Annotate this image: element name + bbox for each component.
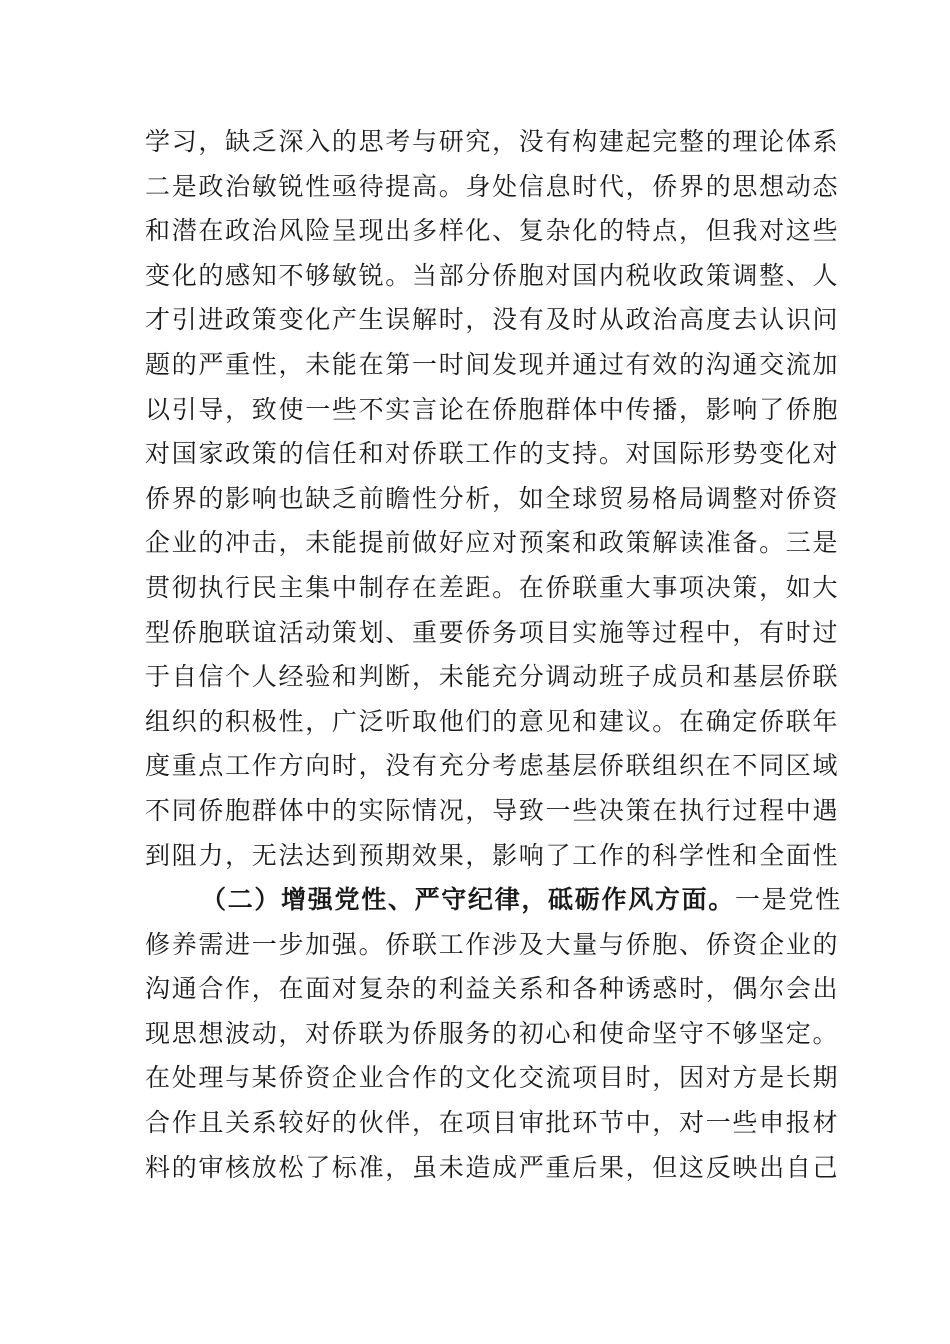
text-line: 才引进政策变化产生误解时，没有及时从政治高度去认识问 [145,305,840,335]
text-line: 变化的感知不够敏锐。当部分侨胞对国内税收政策调整、人 [145,260,840,290]
text-line: 到阻力，无法达到预期效果，影响了工作的科学性和全面性 [145,840,840,870]
section-heading-line [145,878,842,923]
text-line: 组织的积极性，广泛听取他们的意见和建议。在确定侨联年 [145,706,840,736]
text-line: 现思想波动，对侨联为侨服务的初心和使命坚守不够坚定。 [145,1018,840,1048]
text-line: 以引导，致使一些不实言论在侨胞群体中传播，影响了侨胞 [145,394,840,424]
text-line: 型侨胞联谊活动策划、重要侨务项目实施等过程中，有时过 [145,617,840,647]
text-line: 在处理与某侨资企业合作的文化交流项目时，因对方是长期 [145,1063,840,1093]
text-line: 贯彻执行民主集中制存在差距。在侨联重大事项决策，如大 [145,572,840,602]
text-line: 侨界的影响也缺乏前瞻性分析，如全球贸易格局调整对侨资 [145,483,840,513]
text-line: 合作且关系较好的伙伴，在项目审批环节中，对一些申报材 [145,1108,840,1138]
body-text [145,120,842,1190]
text-line: 题的严重性，未能在第一时间发现并通过有效的沟通交流加 [145,349,840,379]
section-heading-continuation: 一是党性 [735,885,842,915]
text-line: 不同侨胞群体中的实际情况，导致一些决策在执行过程中遇 [145,795,840,825]
text-line: 二是政治敏锐性亟待提高。身处信息时代，侨界的思想动态 [145,171,840,201]
text-line: 修养需进一步加强。侨联工作涉及大量与侨胞、侨资企业的 [145,929,840,959]
text-line: 料的审核放松了标准，虽未造成严重后果，但这反映出自己 [145,1152,840,1182]
section-heading: （二）增强党性、严守纪律，砥砺作风方面。 [201,885,736,915]
text-line: 对国家政策的信任和对侨联工作的支持。对国际形势变化对 [145,439,840,469]
text-line: 度重点工作方向时，没有充分考虑基层侨联组织在不同区域 [145,751,840,781]
text-line: 和潜在政治风险呈现出多样化、复杂化的特点，但我对这些 [145,216,840,246]
text-line: 沟通合作，在面对复杂的利益关系和各种诱惑时，偶尔会出 [145,974,840,1004]
text-line: 企业的冲击，未能提前做好应对预案和政策解读准备。三是 [145,528,840,558]
text-line: 于自信个人经验和判断，未能充分调动班子成员和基层侨联 [145,662,840,692]
text-line: 学习，缺乏深入的思考与研究，没有构建起完整的理论体系 [145,127,840,156]
